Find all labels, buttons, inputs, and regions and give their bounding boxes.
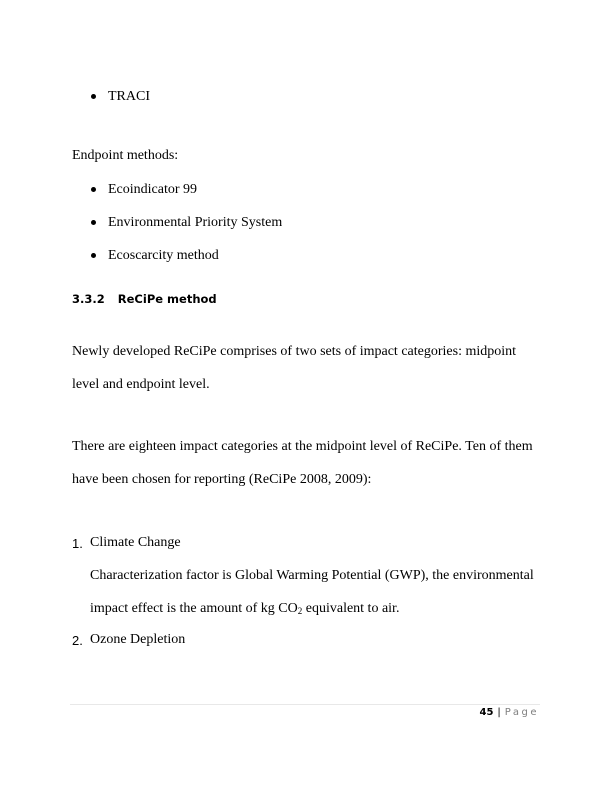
item-description-line bbox=[90, 601, 399, 617]
page-number: 45 bbox=[479, 707, 494, 718]
co2-subscript: 2 bbox=[297, 606, 303, 616]
footer-divider bbox=[70, 704, 540, 705]
paragraph-line: level and endpoint level. bbox=[72, 377, 210, 392]
item-description-line: Characterization factor is Global Warming Potential (GWP), the environmental bbox=[90, 568, 534, 583]
bullet-label: Ecoindicator 99 bbox=[108, 182, 198, 197]
section-heading bbox=[72, 292, 217, 306]
item-number: 2. bbox=[72, 633, 83, 648]
section-title: ReCiPe method bbox=[117, 292, 217, 306]
bullet-label: TRACI bbox=[108, 89, 150, 104]
page-word: Page bbox=[504, 707, 539, 718]
co2-text-tail: equivalent to air. bbox=[302, 601, 400, 616]
paragraph-line: Newly developed ReCiPe comprises of two sets of impact categories: midpoint bbox=[72, 344, 517, 359]
bullet-icon bbox=[91, 94, 96, 99]
paragraph-line: There are eighteen impact categories at the midpoint level of ReCiPe. Ten of them bbox=[72, 439, 533, 454]
page-footer bbox=[479, 707, 539, 718]
bullet-icon bbox=[91, 253, 96, 258]
section-number: 3.3.2 bbox=[72, 292, 105, 306]
paragraph-line: have been chosen for reporting (ReCiPe 2008, 2009): bbox=[72, 472, 372, 487]
item-number: 1. bbox=[72, 536, 83, 551]
item-label: Climate Change bbox=[90, 535, 181, 550]
bullet-label: Ecoscarcity method bbox=[108, 248, 219, 263]
bullet-icon bbox=[91, 220, 96, 225]
item-label: Ozone Depletion bbox=[90, 632, 186, 647]
bullet-icon bbox=[91, 187, 96, 192]
co2-text: impact effect is the amount of kg CO bbox=[90, 601, 298, 616]
bullet-label: Environmental Priority System bbox=[108, 215, 283, 230]
footer-separator: | bbox=[497, 707, 501, 718]
endpoint-intro: Endpoint methods: bbox=[72, 148, 179, 163]
